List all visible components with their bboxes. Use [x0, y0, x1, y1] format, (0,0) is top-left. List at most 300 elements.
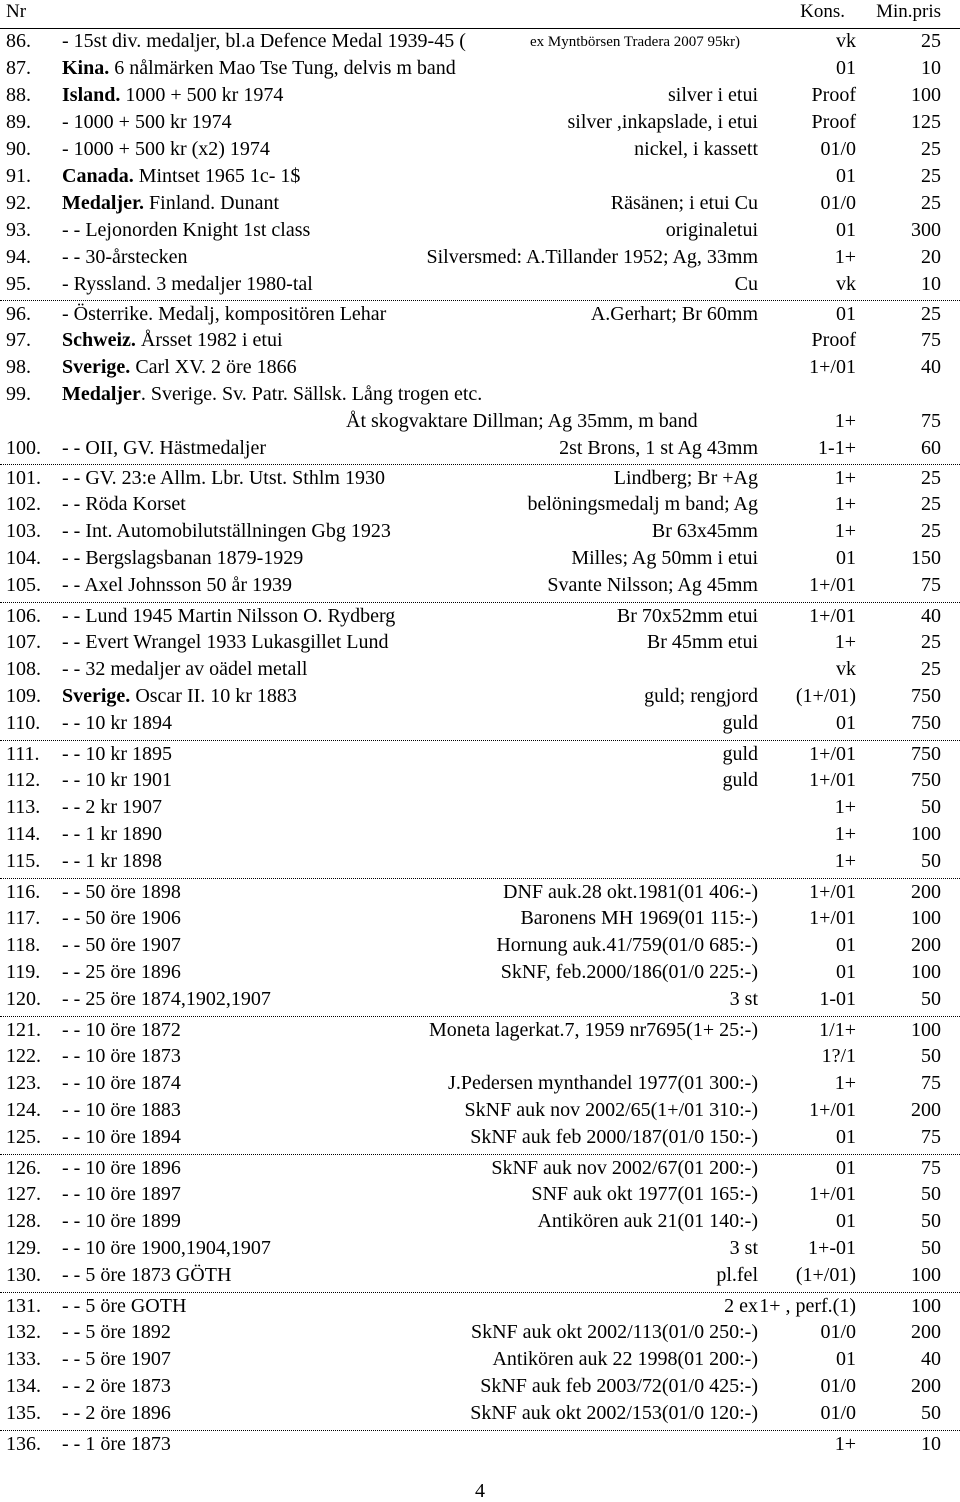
lot-note: silver i etui	[668, 84, 758, 106]
lot-number: 97.	[6, 329, 31, 351]
lot-text: - - 5 öre 1873 GÖTH	[62, 1264, 232, 1286]
lot-text: . Sverige. Sv. Patr. Sällsk. Lång trogen etc.	[140, 383, 483, 405]
lot-min-price: 100	[911, 823, 941, 845]
lot-text: - - 10 öre 1897	[62, 1183, 181, 1205]
lot-number: 95.	[6, 273, 31, 295]
lot-min-price: 750	[911, 743, 941, 765]
lot-min-price: 25	[921, 493, 941, 515]
lot-description	[62, 1181, 181, 1208]
lot-min-price: 50	[921, 988, 941, 1010]
lot-description	[62, 109, 232, 136]
lot-row	[0, 821, 960, 848]
lot-description	[62, 28, 466, 55]
lot-description	[62, 244, 188, 271]
lot-country: Schweiz.	[62, 329, 136, 351]
lot-condition: (1+/01)	[795, 1264, 856, 1286]
lot-condition: vk	[836, 658, 856, 680]
lot-description	[62, 986, 271, 1013]
lot-number: 123.	[6, 1072, 41, 1094]
lot-number: 90.	[6, 138, 31, 160]
lot-condition: Proof	[811, 111, 856, 133]
lot-text: - - Evert Wrangel 1933 Lukasgillet Lund	[62, 631, 389, 653]
lot-number: 111.	[6, 743, 40, 765]
lot-description	[62, 794, 162, 821]
lot-row	[0, 1097, 960, 1124]
lot-row	[0, 1346, 960, 1373]
lot-min-price: 100	[911, 1019, 941, 1041]
lot-text: - - 25 öre 1874,1902,1907	[62, 988, 271, 1010]
lot-note: guld	[722, 743, 758, 765]
lot-text: - - 1 kr 1898	[62, 850, 162, 872]
lot-description	[62, 1070, 181, 1097]
lot-row	[0, 1070, 960, 1097]
lot-text: - - 50 öre 1898	[62, 881, 181, 903]
lot-min-price: 200	[911, 1099, 941, 1121]
lot-description	[62, 518, 391, 545]
lot-min-price: 25	[921, 30, 941, 52]
lot-number: 96.	[6, 303, 31, 325]
lot-description	[62, 1017, 181, 1044]
lot-note: SkNF, feb.2000/186(01/0 225:-)	[500, 961, 758, 983]
lot-note: Antikören auk 22 1998(01 200:-)	[492, 1348, 758, 1370]
lot-number: 101.	[6, 467, 41, 489]
lot-min-price: 750	[911, 712, 941, 734]
lot-row	[0, 959, 960, 986]
lot-row	[0, 491, 960, 518]
lot-number: 104.	[6, 547, 41, 569]
lot-country: Island.	[62, 84, 121, 106]
lot-min-price: 25	[921, 658, 941, 680]
lot-description	[62, 959, 181, 986]
lot-description	[62, 879, 181, 906]
lot-text: - - 10 öre 1894	[62, 1126, 181, 1148]
lot-text: 6 nålmärken Mao Tse Tung, delvis m band	[109, 57, 456, 79]
lot-condition: 1/1+	[819, 1019, 856, 1041]
lot-condition: 1+	[834, 796, 856, 818]
lot-number: 87.	[6, 57, 31, 79]
lot-description	[62, 1431, 171, 1458]
lot-min-price: 100	[911, 907, 941, 929]
lot-row	[0, 327, 960, 354]
lot-text: - - 10 öre 1883	[62, 1099, 181, 1121]
lot-number: 125.	[6, 1126, 41, 1148]
lot-row	[0, 629, 960, 656]
lot-note: Hornung auk.41/759(01/0 685:-)	[496, 934, 758, 956]
lot-text: - Ryssland. 3 medaljer 1980-tal	[62, 273, 313, 295]
lot-text: - - Axel Johnsson 50 år 1939	[62, 574, 292, 596]
lot-condition: Proof	[811, 329, 856, 351]
lot-description	[62, 491, 186, 518]
lot-note: SkNF auk nov 2002/67(01 200:-)	[491, 1157, 758, 1179]
lot-row	[0, 794, 960, 821]
lot-condition: 01	[836, 547, 856, 569]
lot-row	[0, 1124, 960, 1151]
lot-condition: vk	[836, 273, 856, 295]
header-minpris: Min.pris	[876, 1, 941, 22]
lot-description	[62, 190, 279, 217]
lot-description	[62, 1400, 171, 1427]
lot-condition: 1+	[834, 410, 856, 432]
lot-number: 99.	[6, 383, 31, 405]
lot-description	[62, 683, 297, 710]
lot-note: nickel, i kassett	[634, 138, 758, 160]
lot-text: - 1000 + 500 kr 1974	[62, 111, 232, 133]
lot-description	[62, 1346, 171, 1373]
lot-condition: 01	[836, 1157, 856, 1179]
lot-description	[62, 301, 386, 328]
lot-description	[62, 1097, 181, 1124]
header-kons: Kons.	[800, 1, 845, 22]
lot-min-price: 100	[911, 84, 941, 106]
lot-row	[0, 740, 960, 768]
lot-note: 3 st	[729, 988, 758, 1010]
lot-note: Br 63x45mm	[651, 520, 758, 542]
lot-min-price: 75	[921, 1072, 941, 1094]
lot-number: 108.	[6, 658, 41, 680]
lot-min-price: 25	[921, 303, 941, 325]
lot-min-price: 20	[921, 246, 941, 268]
lot-min-price: 40	[921, 356, 941, 378]
lot-condition: 01	[836, 57, 856, 79]
lot-description	[62, 821, 162, 848]
lot-row	[0, 82, 960, 109]
lot-condition: Proof	[811, 84, 856, 106]
lot-note: Moneta lagerkat.7, 1959 nr7695(1+ 25:-)	[429, 1019, 758, 1041]
lot-number: 115.	[6, 850, 41, 872]
lot-description	[62, 1319, 171, 1346]
lot-description	[62, 1043, 181, 1070]
lot-condition: 01	[836, 934, 856, 956]
lot-condition: 1+ , perf.(1)	[759, 1295, 856, 1317]
lot-number: 116.	[6, 881, 41, 903]
lot-condition: 1?/1	[821, 1045, 856, 1067]
lot-row	[0, 878, 960, 906]
lot-row	[0, 1430, 960, 1458]
lot-row	[0, 136, 960, 163]
lot-number: 100.	[6, 437, 41, 459]
lot-number: 119.	[6, 961, 41, 983]
lot-note: guld	[722, 769, 758, 791]
lot-number: 122.	[6, 1045, 41, 1067]
lot-row	[0, 408, 960, 435]
lot-text: - - 5 öre 1907	[62, 1348, 171, 1370]
column-header	[0, 0, 960, 29]
lot-country: Canada.	[62, 165, 134, 187]
lot-text: - - 10 öre 1896	[62, 1157, 181, 1179]
lot-description	[62, 629, 389, 656]
lot-condition: 1+	[834, 850, 856, 872]
lot-condition: 01/0	[820, 1402, 856, 1424]
lot-description	[62, 741, 172, 768]
lot-note: SkNF auk feb 2000/187(01/0 150:-)	[470, 1126, 758, 1148]
lot-text: - - Bergslagsbanan 1879-1929	[62, 547, 304, 569]
lot-row	[0, 545, 960, 572]
lot-min-price: 300	[911, 219, 941, 241]
lot-min-price: 25	[921, 138, 941, 160]
lot-row	[0, 518, 960, 545]
lot-row	[0, 602, 960, 630]
lot-condition: 1+/01	[809, 605, 856, 627]
lot-text: - - 10 kr 1901	[62, 769, 172, 791]
lot-min-price: 200	[911, 881, 941, 903]
lot-text: - - Int. Automobilutställningen Gbg 1923	[62, 520, 391, 542]
lot-note: 2st Brons, 1 st Ag 43mm	[559, 437, 758, 459]
lot-condition: 1+/01	[809, 1183, 856, 1205]
lot-min-price: 40	[921, 1348, 941, 1370]
lot-description	[62, 656, 307, 683]
lot-min-price: 100	[911, 961, 941, 983]
lot-condition: 1+	[834, 467, 856, 489]
lot-condition: 1+/01	[809, 1099, 856, 1121]
lot-row	[0, 271, 960, 298]
lot-number: 136.	[6, 1433, 41, 1455]
lot-row	[0, 244, 960, 271]
lot-note: belöningsmedalj m band; Ag	[527, 493, 758, 515]
lot-row	[0, 464, 960, 492]
lot-row	[0, 1319, 960, 1346]
lot-text: - - 10 kr 1894	[62, 712, 172, 734]
lot-number: 88.	[6, 84, 31, 106]
lot-text: - - 2 öre 1896	[62, 1402, 171, 1424]
lot-min-price: 50	[921, 1183, 941, 1205]
lot-condition: 01/0	[820, 1375, 856, 1397]
lot-description	[62, 465, 385, 492]
lot-text: - - Lejonorden Knight 1st class	[62, 219, 311, 241]
lot-text: - - 50 öre 1907	[62, 934, 181, 956]
lot-description	[62, 55, 456, 82]
lot-condition: 1+/01	[809, 574, 856, 596]
lot-description	[62, 271, 313, 298]
lot-number: 133.	[6, 1348, 41, 1370]
lot-number: 106.	[6, 605, 41, 627]
lot-min-price: 100	[911, 1295, 941, 1317]
lot-description	[62, 848, 162, 875]
lot-text: - - 2 öre 1873	[62, 1375, 171, 1397]
lot-condition: 1+	[834, 493, 856, 515]
lot-number: 134.	[6, 1375, 41, 1397]
lot-text: - - 1 öre 1873	[62, 1433, 171, 1455]
lot-row	[0, 1292, 960, 1320]
lot-min-price: 75	[921, 1126, 941, 1148]
lot-number: 130.	[6, 1264, 41, 1286]
lot-number: 98.	[6, 356, 31, 378]
lot-note: Br 70x52mm etui	[616, 605, 758, 627]
lot-condition: 1+	[834, 631, 856, 653]
lot-min-price: 10	[921, 273, 941, 295]
lot-description	[62, 905, 181, 932]
lot-text: - - 5 öre 1892	[62, 1321, 171, 1343]
lot-note: guld	[722, 712, 758, 734]
lot-row	[0, 55, 960, 82]
lot-description	[62, 932, 181, 959]
lot-description	[62, 1262, 231, 1289]
lot-text: - - 10 öre 1874	[62, 1072, 181, 1094]
lot-note: Br 45mm etui	[646, 631, 758, 653]
lot-number: 124.	[6, 1099, 41, 1121]
lot-text: - - 50 öre 1906	[62, 907, 181, 929]
lot-number: 107.	[6, 631, 41, 653]
lot-description	[62, 710, 172, 737]
page-number: 4	[475, 1480, 485, 1502]
lot-description	[62, 136, 270, 163]
lot-text: 1000 + 500 kr 1974	[120, 84, 284, 106]
lot-text: - 15st div. medaljer, bl.a Defence Medal 1939-45 (	[62, 30, 466, 52]
lot-text: - - 10 öre 1899	[62, 1210, 181, 1232]
lot-note: J.Pedersen mynthandel 1977(01 300:-)	[448, 1072, 758, 1094]
lot-row	[0, 300, 960, 328]
lot-min-price: 125	[911, 111, 941, 133]
lot-text: Finland. Dunant	[144, 192, 280, 214]
lot-row	[0, 932, 960, 959]
lot-note: pl.fel	[716, 1264, 758, 1286]
lot-condition: vk	[836, 30, 856, 52]
lot-description	[62, 1208, 181, 1235]
lot-condition: 1+/01	[809, 356, 856, 378]
lot-text: - - Röda Korset	[62, 493, 186, 515]
lot-row	[0, 1016, 960, 1044]
lot-country: Sverige.	[62, 685, 131, 707]
lot-min-price: 50	[921, 1402, 941, 1424]
lot-note: Svante Nilsson; Ag 45mm	[547, 574, 758, 596]
lot-text: - - 32 medaljer av oädel metall	[62, 658, 308, 680]
lot-note: Räsänen; i etui Cu	[610, 192, 758, 214]
lot-row	[0, 190, 960, 217]
lot-min-price: 750	[911, 769, 941, 791]
lot-row	[0, 1373, 960, 1400]
lot-description	[62, 767, 172, 794]
lot-condition: 01	[836, 165, 856, 187]
lot-number: 113.	[6, 796, 41, 818]
lot-text: Årsset 1982 i etui	[135, 329, 283, 351]
lot-condition: 1-01	[819, 988, 856, 1010]
lot-note: originaletui	[665, 219, 758, 241]
lot-min-price: 200	[911, 1375, 941, 1397]
lot-number: 131.	[6, 1295, 41, 1317]
lot-note: SkNF auk feb 2003/72(01/0 425:-)	[480, 1375, 758, 1397]
lot-note: Silversmed: A.Tillander 1952; Ag, 33mm	[426, 246, 758, 268]
lot-condition: 1+/01	[809, 769, 856, 791]
lot-row	[0, 435, 960, 462]
lot-condition: 1+/01	[809, 881, 856, 903]
lot-text: - - 25 öre 1896	[62, 961, 181, 983]
lot-note: Åt skogvaktare Dillman; Ag 35mm, m band	[346, 410, 698, 432]
lot-note: 3 st	[729, 1237, 758, 1259]
lot-note: SNF auk okt 1977(01 165:-)	[531, 1183, 758, 1205]
lot-row	[0, 848, 960, 875]
lot-description	[62, 381, 482, 408]
lot-row	[0, 710, 960, 737]
lot-min-price: 750	[911, 685, 941, 707]
lot-description	[62, 1124, 181, 1151]
lot-number: 109.	[6, 685, 41, 707]
lot-country: Medaljer.	[62, 192, 145, 214]
lot-row	[0, 767, 960, 794]
lot-min-price: 75	[921, 574, 941, 596]
lot-text: - - 10 kr 1895	[62, 743, 172, 765]
lot-condition: 1+	[834, 520, 856, 542]
lot-min-price: 25	[921, 192, 941, 214]
lot-note: A.Gerhart; Br 60mm	[590, 303, 758, 325]
lot-number: 89.	[6, 111, 31, 133]
lot-number: 135.	[6, 1402, 41, 1424]
lot-country: Medaljer	[62, 383, 141, 405]
lot-row	[0, 1235, 960, 1262]
lot-min-price: 25	[921, 631, 941, 653]
lot-min-price: 50	[921, 1210, 941, 1232]
lot-description	[62, 82, 283, 109]
lot-description	[62, 163, 300, 190]
lot-note: Baronens MH 1969(01 115:-)	[520, 907, 758, 929]
lot-number: 128.	[6, 1210, 41, 1232]
lot-note: ex Myntbörsen Tradera 2007 95kr)	[530, 34, 740, 50]
lot-min-price: 100	[911, 1264, 941, 1286]
lot-row	[0, 381, 960, 408]
lot-row	[0, 217, 960, 244]
lot-text: Oscar II. 10 kr 1883	[130, 685, 297, 707]
lot-description	[62, 1373, 171, 1400]
lot-row	[0, 905, 960, 932]
lot-min-price: 25	[921, 520, 941, 542]
lot-condition: 01	[836, 1348, 856, 1370]
lot-condition: 1-1+	[818, 437, 856, 459]
lot-min-price: 50	[921, 796, 941, 818]
lot-description	[62, 327, 283, 354]
lot-min-price: 40	[921, 605, 941, 627]
lot-note: DNF auk.28 okt.1981(01 406:-)	[503, 881, 758, 903]
lot-row	[0, 28, 960, 55]
lot-row	[0, 354, 960, 381]
lot-row	[0, 1154, 960, 1182]
lot-row	[0, 1043, 960, 1070]
lot-text: - - 5 öre GOTH	[62, 1295, 187, 1317]
lot-country: Kina.	[62, 57, 110, 79]
lot-condition: 1+/01	[809, 743, 856, 765]
lot-note: 2 ex	[724, 1295, 758, 1317]
lot-min-price: 75	[921, 410, 941, 432]
lot-min-price: 60	[921, 437, 941, 459]
lot-country: Sverige.	[62, 356, 131, 378]
lot-number: 114.	[6, 823, 41, 845]
lot-note: Antikören auk 21(01 140:-)	[537, 1210, 758, 1232]
lot-description	[62, 572, 292, 599]
lot-condition: 1+	[834, 1072, 856, 1094]
lot-min-price: 75	[921, 1157, 941, 1179]
lot-row	[0, 656, 960, 683]
lot-condition: 01	[836, 1210, 856, 1232]
lot-number: 126.	[6, 1157, 41, 1179]
lot-description	[62, 217, 310, 244]
lot-text: - - Lund 1945 Martin Nilsson O. Rydberg	[62, 605, 396, 627]
lot-text: - - GV. 23:e Allm. Lbr. Utst. Sthlm 1930	[62, 467, 385, 489]
lot-row	[0, 1181, 960, 1208]
lot-note: Milles; Ag 50mm i etui	[571, 547, 758, 569]
lot-row	[0, 109, 960, 136]
lot-number: 91.	[6, 165, 31, 187]
lot-min-price: 50	[921, 1237, 941, 1259]
lot-condition: 1+-01	[808, 1237, 856, 1259]
lot-min-price: 10	[921, 1433, 941, 1455]
lot-condition: 01	[836, 961, 856, 983]
lot-condition: 1+	[834, 823, 856, 845]
lot-min-price: 200	[911, 1321, 941, 1343]
lot-number: 103.	[6, 520, 41, 542]
lot-number: 86.	[6, 30, 31, 52]
lot-row	[0, 1208, 960, 1235]
lot-note: Cu	[734, 273, 758, 295]
lot-number: 92.	[6, 192, 31, 214]
lot-note: SkNF auk okt 2002/113(01/0 250:-)	[470, 1321, 758, 1343]
lot-description	[62, 545, 303, 572]
